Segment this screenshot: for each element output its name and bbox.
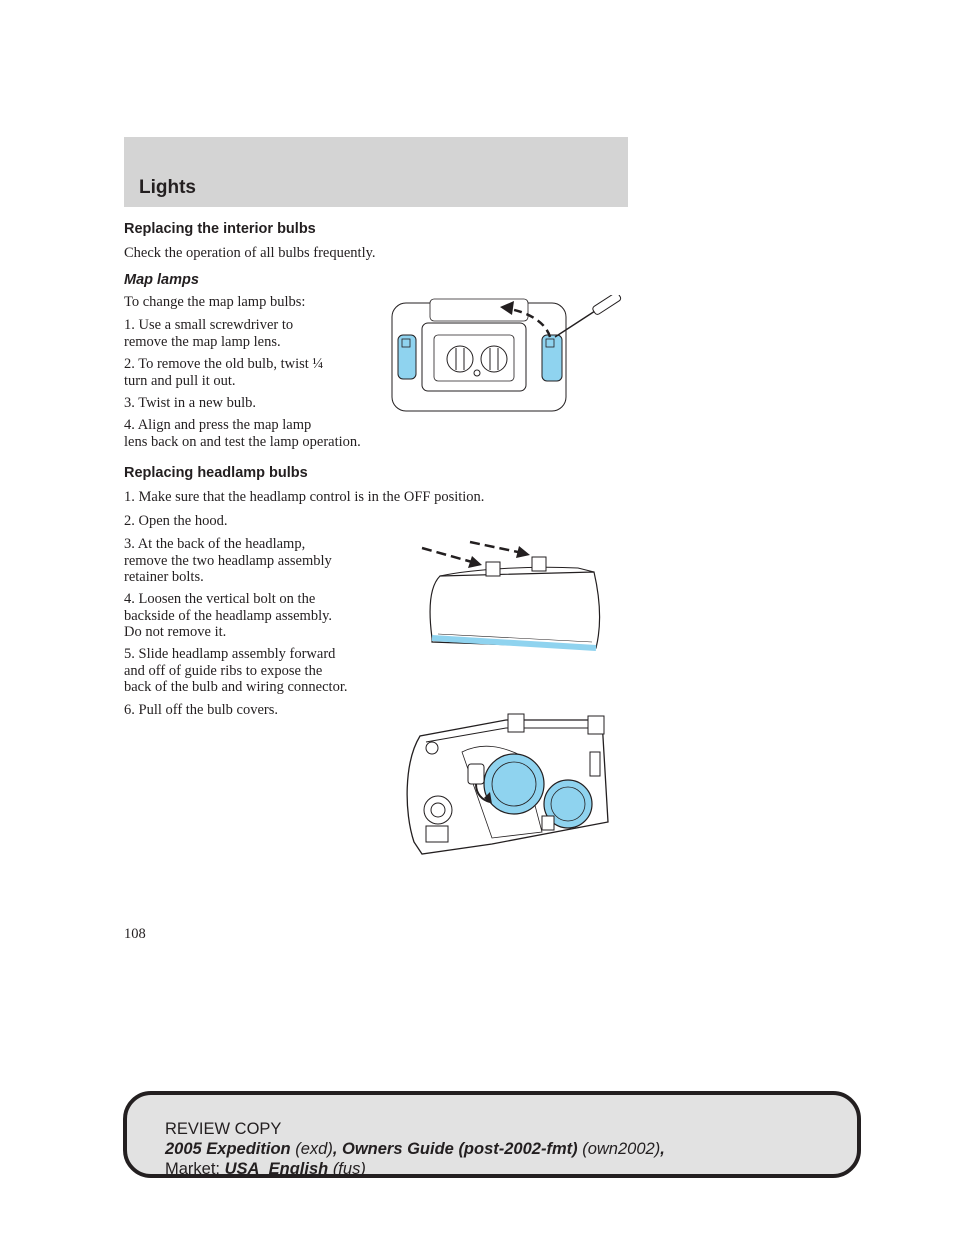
map-lamps-intro: To change the map lamp bulbs: [124, 294, 306, 310]
headlamp-step-4: 4. Loosen the vertical bolt on the backside of the headlamp assembly. Do not remove it. [124, 591, 333, 640]
footer-comma: , [660, 1140, 665, 1158]
map-lamps-step-1: 1. Use a small screwdriver to remove the map lamp lens. [124, 317, 294, 350]
headlamp-step-3: 3. At the back of the headlamp, remove the two headlamp assembly retainer bolts. [124, 536, 332, 585]
headlamp-step-5: 5. Slide headlamp assembly forward and off of guide ribs to expose the back of the bulb and wiring connector. [124, 646, 348, 695]
footer-model-code: (exd) [295, 1140, 333, 1158]
map-lamps-heading: Map lamps [124, 272, 199, 288]
footer-review-copy: REVIEW COPY [165, 1120, 282, 1138]
map-lamps-step-4: 4. Align and press the map lamp lens back on and test the lamp operation. [124, 417, 361, 450]
section-title: Lights [139, 177, 196, 198]
page-number: 108 [124, 926, 146, 942]
headlamp-step-1: 1. Make sure that the headlamp control is in the OFF position. [124, 489, 485, 505]
headlamp-bolts-figure [418, 538, 608, 658]
review-copy-footer [123, 1091, 861, 1178]
footer-market: USA_English [224, 1160, 329, 1178]
map-lamps-step-3: 3. Twist in a new bulb. [124, 395, 257, 411]
headlamp-heading: Replacing headlamp bulbs [124, 465, 308, 481]
interior-bulbs-intro: Check the operation of all bulbs frequently. [124, 245, 376, 261]
footer-market-label: Market: [165, 1160, 221, 1178]
map-lamps-step-2: 2. To remove the old bulb, twist ¼ turn and pull it out. [124, 356, 324, 389]
footer-text [165, 1119, 665, 1179]
footer-guide-code: (own2002) [582, 1140, 661, 1158]
headlamp-step-2: 2. Open the hood. [124, 513, 228, 529]
interior-bulbs-heading: Replacing the interior bulbs [124, 221, 316, 237]
headlamp-rear-figure [402, 712, 614, 858]
section-header-band [124, 137, 628, 207]
footer-model: 2005 Expedition [165, 1140, 291, 1158]
footer-guide: , Owners Guide (post-2002-fmt) [332, 1140, 578, 1158]
map-lamp-figure [390, 295, 630, 415]
footer-market-code: (fus) [332, 1160, 366, 1178]
headlamp-step-6: 6. Pull off the bulb covers. [124, 702, 278, 718]
